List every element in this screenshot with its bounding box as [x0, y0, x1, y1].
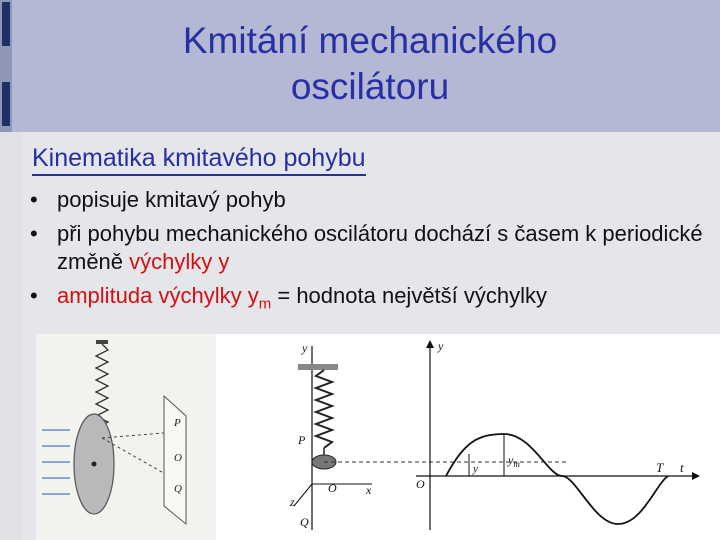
graph-y-arrow: [426, 340, 434, 348]
label-graph-y: y: [438, 339, 444, 353]
label-o: O: [174, 452, 182, 464]
label-x: x: [366, 483, 372, 497]
bullet-text: = hodnota největší výchylky: [271, 283, 548, 308]
label-z: z: [290, 495, 295, 509]
bullet-text: popisuje kmitavý pohyb: [57, 187, 286, 212]
spring-mount: [298, 364, 338, 370]
label-p: P: [298, 433, 306, 447]
label-t-axis: t: [680, 460, 684, 475]
oscillation-graph-figure: [216, 334, 720, 540]
subscript-m: m: [258, 295, 272, 313]
slide-subtitle: Kinematika kmitavého pohybu: [32, 143, 366, 176]
title-line-1: Kmitání mechanického: [182, 20, 558, 61]
disc-oscillator-figure: [36, 334, 222, 540]
bullet-dot: •: [30, 187, 38, 212]
title-line-2: oscilátoru: [290, 66, 450, 107]
spring: [316, 370, 332, 448]
highlight-text: amplituda výchylky y: [57, 283, 259, 308]
label-q: Q: [174, 483, 182, 495]
label-graph-o: O: [416, 477, 425, 491]
label-period: T: [656, 460, 664, 475]
label-p: P: [174, 417, 181, 429]
bullet-item: [30, 220, 710, 276]
light-rays: [42, 430, 70, 494]
highlight-text: výchylky y: [129, 249, 230, 274]
bullet-list: [30, 186, 710, 324]
graph-t-arrow: [692, 472, 700, 480]
label-ym-sub: m: [513, 459, 520, 469]
label-y-axis: y: [302, 341, 308, 355]
label-o: O: [328, 481, 337, 495]
label-y-small: y: [473, 463, 478, 475]
z-axis: [294, 484, 312, 506]
left-accent-strip: [0, 0, 12, 132]
disc-axis: [92, 462, 97, 467]
label-q: Q: [300, 515, 309, 529]
bullet-dot: •: [30, 221, 38, 246]
bullet-item: [30, 282, 710, 318]
ceiling-mount: [96, 340, 108, 344]
bullet-text: při pohybu mechanického oscilátoru dochází s časem k periodické změně: [57, 221, 703, 274]
sine-curve: [446, 434, 668, 524]
bullet-dot: •: [30, 283, 38, 308]
accent-mark: [2, 2, 10, 46]
accent-mark: [2, 82, 10, 126]
bullet-item: [30, 186, 710, 214]
label-ym-base: y: [508, 453, 514, 467]
label-ym: [507, 453, 520, 469]
slide-title: [20, 18, 720, 110]
